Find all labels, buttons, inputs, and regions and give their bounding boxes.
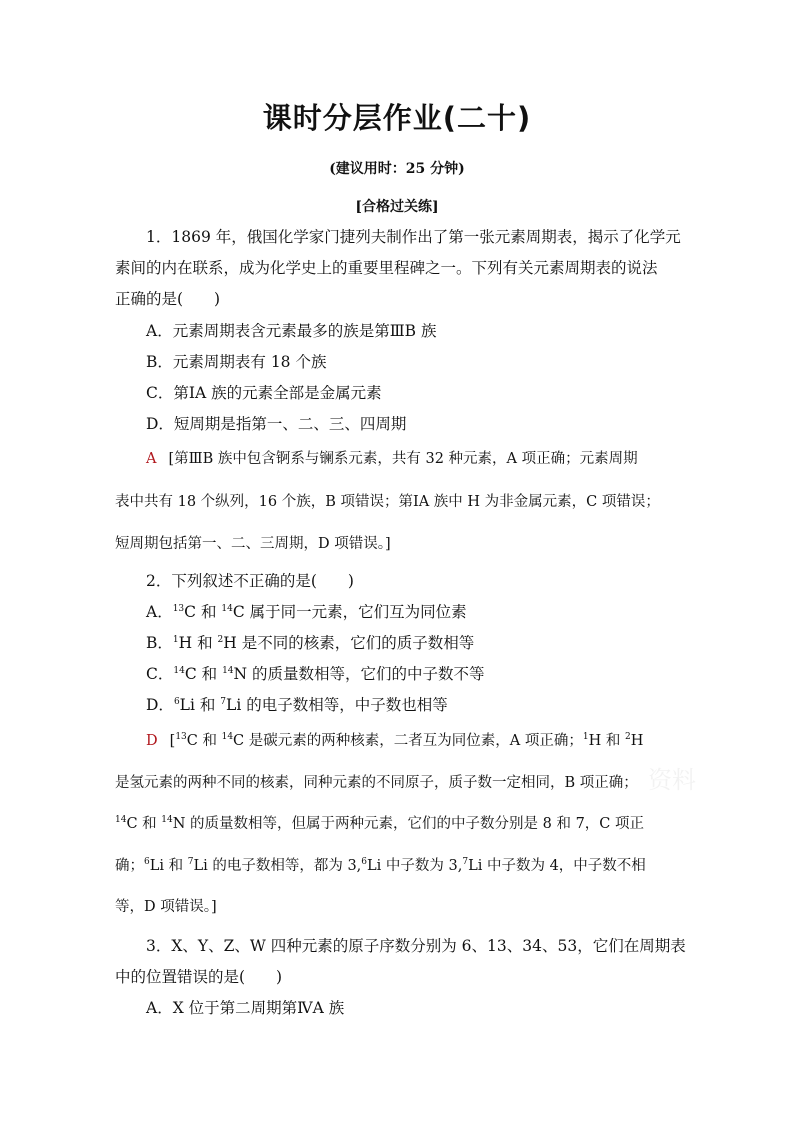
q3-stem-line-2: 中的位置错误的是( ) xyxy=(115,968,283,986)
q1-answer-line-3: 短周期包括第一、二、三周期，D 项错误。] xyxy=(115,536,391,552)
time-suggestion: (建议用时：25 分钟) xyxy=(329,161,465,177)
q2-stem: 2．下列叙述不正确的是( ) xyxy=(146,572,354,590)
section-heading: [合格过关练] xyxy=(355,199,439,215)
q2-option-c: C．$^{14}$C 和 $^{14}$N 的质量数相等，它们的中子数不等 xyxy=(146,665,485,683)
watermark: 资料 xyxy=(648,766,696,794)
q2-option-b: B．$^1$H 和 $^2$H 是不同的核素，它们的质子数相等 xyxy=(146,634,475,652)
q1-stem-line-1: 1．1869 年，俄国化学家门捷列夫制作出了第一张元素周期表，揭示了化学元 xyxy=(146,228,681,246)
q3-option-a: A．X 位于第二周期第ⅣA 族 xyxy=(146,999,345,1017)
q1-stem-line-3: 正确的是( ) xyxy=(115,290,221,308)
q1-stem-line-2: 素间的内在联系，成为化学史上的重要里程碑之一。下列有关元素周期表的说法 xyxy=(115,259,658,277)
q2-option-a: A．$^{13}$C 和 $^{14}$C 属于同一元素，它们互为同位素 xyxy=(146,603,467,621)
q1-option-d: D．短周期是指第一、二、三、四周期 xyxy=(146,415,407,433)
q1-answer-line-2: 表中共有 18 个纵列，16 个族，B 项错误；第ⅠA 族中 H 为非金属元素，C 项错误； xyxy=(115,494,660,510)
q2-answer-line-5: 等，D 项错误。] xyxy=(115,899,217,915)
q1-answer-line-1 xyxy=(146,448,726,470)
q1-answer-letter: A xyxy=(146,451,157,467)
q2-answer-line-2: 是氢元素的两种不同的核素，同种元素的不同原子，质子数一定相同，B 项正确； xyxy=(115,775,638,791)
page-title: 课时分层作业(二十) xyxy=(262,101,532,135)
q2-answer-letter: D xyxy=(146,733,158,749)
q1-option-b: B．元素周期表有 18 个族 xyxy=(146,353,327,371)
q1-option-c: C．第ⅠA 族的元素全部是金属元素 xyxy=(146,384,382,402)
q3-stem-line-1: 3．X、Y、Z、W 四种元素的原子序数分别为 6、13、34、53，它们在周期表 xyxy=(146,937,686,955)
q2-option-d: D．$^6$Li 和 $^7$Li 的电子数相等，中子数也相等 xyxy=(146,696,448,714)
q2-answer-line-1: D [$^{13}$C 和 $^{14}$C 是碳元素的两种核素，二者互为同位素，A 项正确；$^1$H 和 $^2$H xyxy=(146,732,644,749)
q1-option-a: A．元素周期表含元素最多的族是第ⅢB 族 xyxy=(146,322,437,340)
q1-answer-text-1: [第ⅢB 族中包含锕系与镧系元素，共有 32 种元素，A 项正确；元素周期 xyxy=(168,451,638,467)
q2-answer-line-3: $^{14}$C 和 $^{14}$N 的质量数相等，但属于两种元素，它们的中子数分别是 8 和 7，C 项正 xyxy=(115,815,645,832)
q2-answer-line-4: 确；$^6$Li 和 $^7$Li 的电子数相等，都为 3,$^6$Li 中子数为 3,$^7$Li 中子数为 4，中子数不相 xyxy=(115,857,646,874)
